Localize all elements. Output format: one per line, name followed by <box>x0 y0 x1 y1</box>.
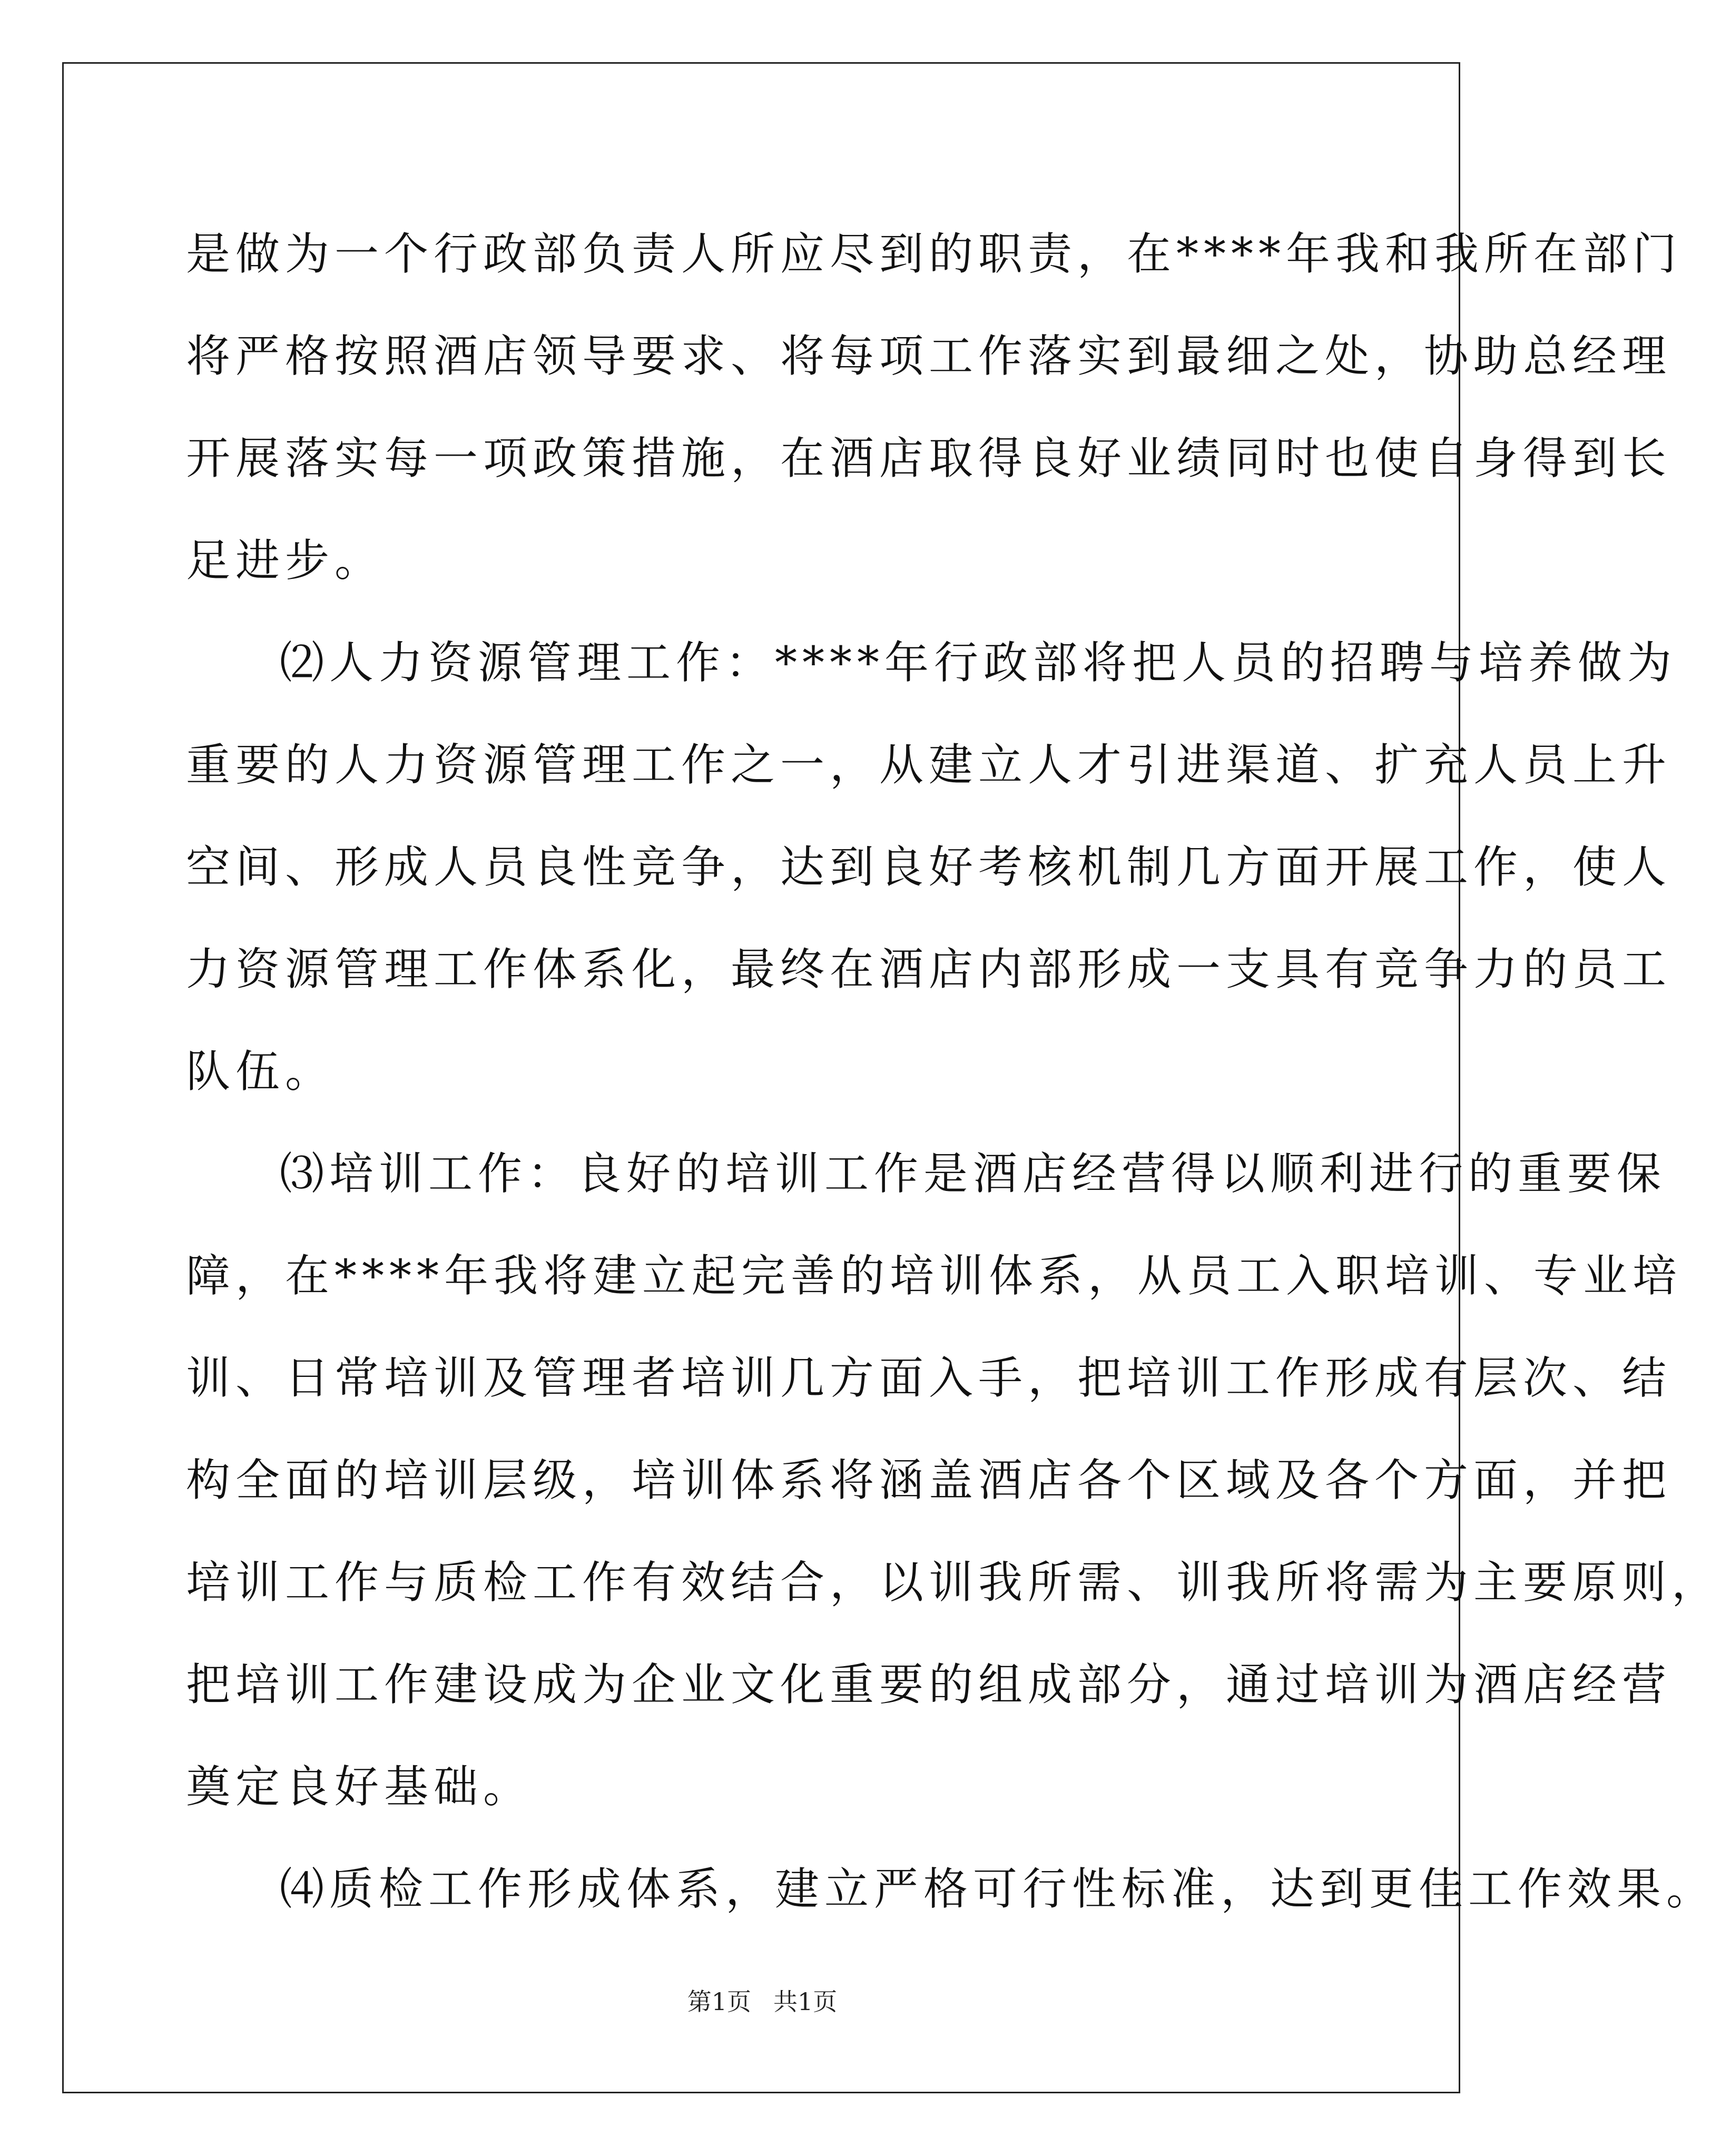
text-line: 培训工作与质检工作有效结合，以训我所需、训我所将需为主要原则， <box>186 1557 1721 1608</box>
text-line: 开展落实每一项政策措施，在酒店取得良好业绩同时也使自身得到长 <box>186 432 1672 484</box>
document-body <box>186 203 1721 1940</box>
text-line: 训、日常培训及管理者培训几方面入手，把培训工作形成有层次、结 <box>186 1352 1672 1404</box>
text-line: 空间、形成人员良性竞争，达到良好考核机制几方面开展工作，使人 <box>186 841 1672 893</box>
text-line: 障，在****年我将建立起完善的培训体系，从员工入职培训、专业培 <box>186 1250 1683 1302</box>
text-line: 把培训工作建设成为企业文化重要的组成部分，通过培训为酒店经营 <box>186 1659 1672 1710</box>
text-line: 奠定良好基础。 <box>186 1761 533 1813</box>
text-line: 重要的人力资源管理工作之一，从建立人才引进渠道、扩充人员上升 <box>186 739 1672 791</box>
text-line: 构全面的培训层级，培训体系将涵盖酒店各个区域及各个方面，并把 <box>186 1454 1672 1506</box>
page-number: 第1页 <box>687 1987 751 2016</box>
text-line: 足进步。 <box>186 535 385 586</box>
page-total: 共1页 <box>773 1987 838 2016</box>
text-line: 是做为一个行政部负责人所应尽到的职责，在****年我和我所在部门 <box>186 228 1683 280</box>
text-line: 队伍。 <box>186 1046 335 1097</box>
page-footer <box>0 1986 1525 2017</box>
text-line: 将严格按照酒店领导要求、将每项工作落实到最细之处，协助总经理 <box>186 330 1672 382</box>
paragraph-start-line: ⑶培训工作：良好的培训工作是酒店经营得以顺利进行的重要保 <box>280 1148 1667 1199</box>
paragraph-start-line: ⑷质检工作形成体系，建立严格可行性标准，达到更佳工作效果。 <box>280 1863 1716 1915</box>
paragraph-start-line: ⑵人力资源管理工作：****年行政部将把人员的招聘与培养做为 <box>280 637 1677 688</box>
text-line: 力资源管理工作体系化，最终在酒店内部形成一支具有竞争力的员工 <box>186 943 1672 995</box>
